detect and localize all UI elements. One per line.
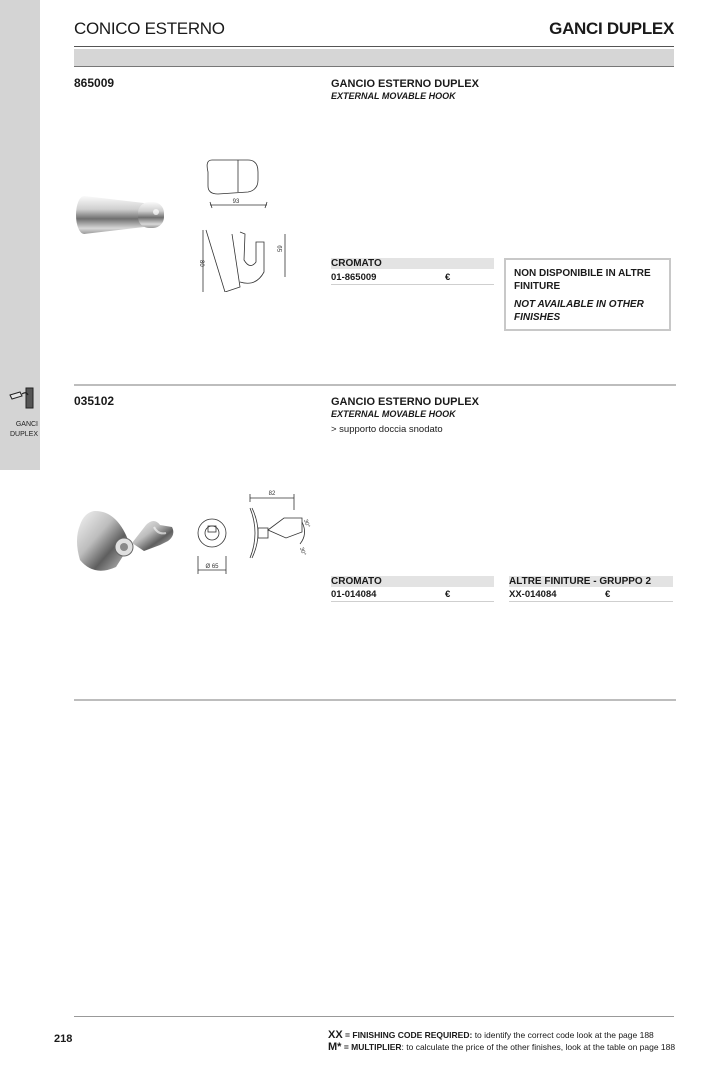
dimension-height-b: 59 [278,245,284,252]
footer-xx-note [328,1030,654,1041]
availability-box [504,258,671,331]
dimension-height-a: 80 [198,260,204,267]
product-photo [74,190,174,240]
currency-symbol: € [605,589,611,600]
availability-en: NOT AVAILABLE IN OTHER FINISHES [514,299,644,323]
product-title: GANCIO ESTERNO DUPLEX [331,396,479,408]
finish-row [331,589,494,602]
category-title: GANCI DUPLEX [549,19,674,38]
product-separator [74,384,676,386]
product-code: 035102 [74,394,115,408]
dimension-angle-a: 30° [302,518,311,529]
finish-row [509,589,673,602]
xx-key: XX [328,1029,343,1041]
finish-code: 01-014084 [331,589,377,600]
product-subtitle: EXTERNAL MOVABLE HOOK [331,91,456,101]
shower-hook-icon [6,383,36,413]
dimension-diameter: Ø 65 [205,564,219,570]
dimension-angle-b: 30° [298,546,307,557]
finish-code: 01-865009 [331,272,377,283]
product-code: 865009 [74,76,115,90]
currency-symbol: € [445,589,451,600]
dimension-width: 93 [232,199,240,205]
m-text: : to calculate the price of the other finishes, look at the table on page 188 [401,1042,676,1052]
page-number: 218 [54,1033,73,1045]
technical-drawing [190,488,315,580]
finish-code: XX-014084 [509,589,557,600]
finish-header: CROMATO [331,258,494,269]
side-tab-label-line2: DUPLEX [9,431,38,438]
currency-symbol: € [445,272,451,283]
side-tab-label-line1: GANCI [15,421,38,428]
product-subtitle: EXTERNAL MOVABLE HOOK [331,409,456,419]
footer-multiplier-note [328,1042,675,1053]
footer-rule [74,1016,674,1017]
product-separator [74,699,676,701]
dimension-top: 82 [268,491,276,497]
m-key: M* [328,1041,342,1053]
header-rule [74,46,674,47]
header-band [74,49,674,67]
section-title: CONICO ESTERNO [74,19,225,38]
technical-drawing [190,152,300,292]
product-title: GANCIO ESTERNO DUPLEX [331,78,479,90]
product-photo [74,505,178,575]
finish-header: ALTRE FINITURE - GRUPPO 2 [509,576,673,587]
xx-label: = FINISHING CODE REQUIRED: [342,1030,473,1040]
availability-it: NON DISPONIBILE IN ALTRE FINITURE [514,268,651,292]
xx-text: to identify the correct code look at the page 188 [472,1030,654,1040]
finish-row [331,272,494,285]
finish-header: CROMATO [331,576,494,587]
product-note: > supporto doccia snodato [331,424,443,435]
m-label: = MULTIPLIER [341,1042,402,1052]
